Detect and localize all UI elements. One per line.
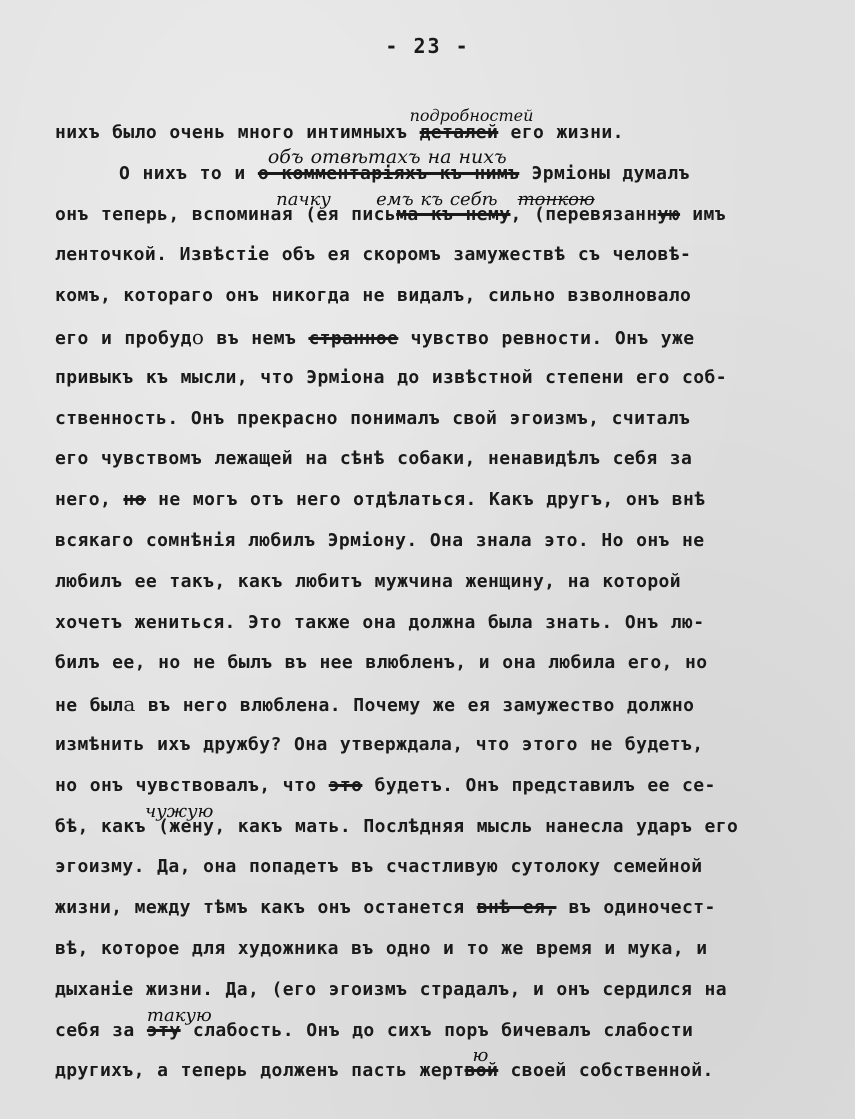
handwritten-insertion: тонкою	[517, 188, 595, 210]
text-line-10: него, но не могъ отъ него отдѣлаться. Какъ другъ, онъ внѣ	[55, 489, 706, 511]
text-line-18: чужую бѣ, какъ (жену, какъ мать. Послѣдняя мысль нанесла ударъ его	[55, 807, 835, 848]
struck-word: вой ю	[465, 1060, 499, 1081]
handwritten-insertion: подробностей	[409, 106, 534, 125]
struck-word: деталей подробностей	[420, 122, 499, 143]
struck-phrase: о комментаріяхъ къ нимъ объ отвѣтахъ на нихъ	[258, 163, 519, 184]
handwritten-insertion: ю	[472, 1045, 489, 1067]
text-line-3: онъ теперь, вспоминая (ея пись пачку ма къ нему емъ къ себѣ , (перевязанн тонкою ую имъ	[55, 195, 835, 236]
text-line-8: ственность. Онъ прекрасно понималъ свой эгоизмъ, считалъ	[55, 407, 691, 429]
text-line-9: его чувствомъ лежащей на сѣнѣ собаки, ненавидѣлъ себя за	[55, 448, 693, 470]
text-line-20: жизни, между тѣмъ какъ онъ останется внѣ ея, въ одиночест-	[55, 897, 716, 919]
text-line-13: хочетъ жениться. Это также она должна была знать. Онъ лю-	[55, 611, 705, 633]
text-line-15: не была въ него влюблена. Почему же ея замужество должно	[55, 692, 695, 717]
struck-phrase: ма къ нему емъ къ себѣ	[396, 204, 510, 225]
text-line-4: ленточкой. Извѣстіе объ ея скоромъ замужествѣ съ человѣ-	[55, 244, 692, 266]
text-line-6: его и пробудо въ немъ странное чувство ревности. Онъ уже	[55, 324, 695, 349]
text-line-19: эгоизму. Да, она попадетъ въ счастливую сутолоку семейной	[55, 856, 703, 878]
handwritten-insertion: чужую	[145, 800, 214, 822]
handwritten-insertion: такую	[146, 1004, 212, 1026]
text-line-22: дыханіе жизни. Да, (его эгоизмъ страдалъ, и онъ сердился на	[55, 978, 727, 1000]
handwritten-insertion: емъ къ себѣ	[376, 188, 498, 210]
text-line-12: любилъ ее такъ, какъ любитъ мужчина женщину, на которой	[55, 570, 682, 592]
handwritten-correction: о	[191, 324, 205, 349]
struck-word: это	[328, 774, 363, 796]
text-line-2: О нихъ то и о комментаріяхъ къ нимъ объ отвѣтахъ на нихъ Эрміоны думалъ	[55, 154, 835, 195]
typed-text-body	[55, 106, 835, 1092]
text-line-23: себя за эту такую слабость. Онъ до сихъ поръ бичевалъ слабости	[55, 1011, 835, 1052]
text-line-1: нихъ было очень много интимныхъ деталей подробностей его жизни.	[55, 113, 835, 154]
struck-phrase: внѣ ея,	[476, 897, 557, 919]
struck-word: но	[123, 489, 146, 511]
text-line-14: билъ ее, но не былъ въ нее влюбленъ, и она любила его, но	[55, 652, 708, 674]
handwritten-insertion: пачку	[276, 188, 331, 210]
struck-word: эту такую	[147, 1020, 181, 1041]
text-line-5: комъ, котораго онъ никогда не видалъ, сильно взволновало	[55, 285, 692, 307]
text-line-16: измѣнить ихъ дружбу? Она утверждала, что этого не будетъ,	[55, 733, 704, 755]
text-line-7: привыкъ къ мысли, что Эрміона до извѣстной степени его соб-	[55, 366, 727, 388]
text-line-11: всякаго сомнѣнія любилъ Эрміону. Она знала это. Но онъ не	[55, 529, 705, 551]
text-line-17: но онъ чувствовалъ, что это будетъ. Онъ представилъ ее се-	[55, 774, 716, 796]
struck-word: странное	[308, 327, 399, 349]
handwritten-insertion: объ отвѣтахъ на нихъ	[267, 145, 507, 168]
handwritten-correction: а	[123, 692, 136, 717]
text-line-24: другихъ, а теперь долженъ пасть жертвой ю своей собственной.	[55, 1051, 835, 1092]
page-number: - 23 -	[385, 34, 470, 58]
text-line-21: вѣ, которое для художника въ одно и то же время и мука, и	[55, 937, 708, 959]
